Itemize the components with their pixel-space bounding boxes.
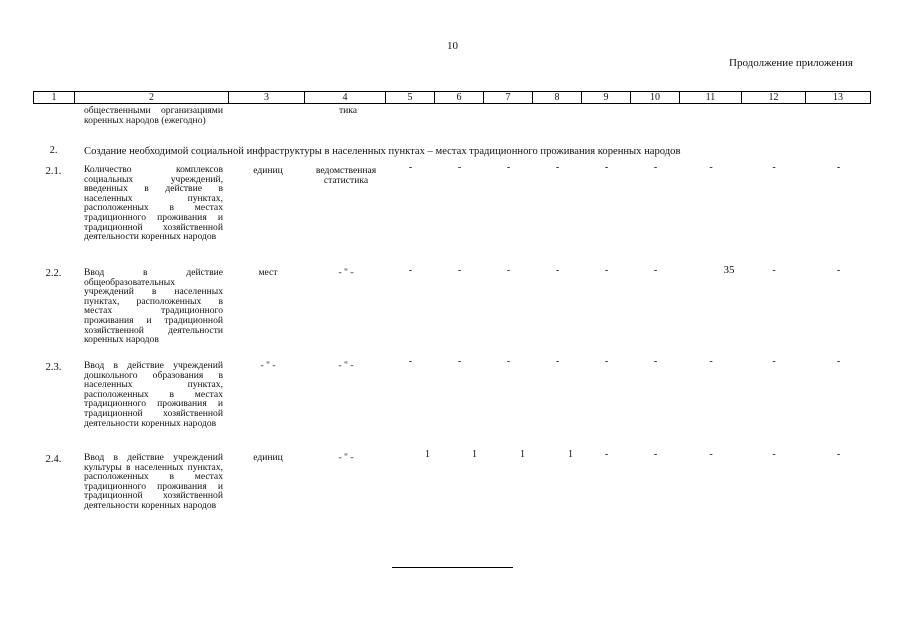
row-value-col6: - xyxy=(457,265,462,276)
column-number-header xyxy=(33,91,871,104)
row-value-col10: - xyxy=(653,356,658,367)
row-value-col13: - xyxy=(836,162,841,173)
row-value-col11: - xyxy=(709,356,713,367)
row-number: 2.4. xyxy=(45,454,62,465)
row-value-col6: - xyxy=(457,162,462,173)
row-value-col7: - xyxy=(506,265,511,276)
row-unit: мест xyxy=(258,267,278,278)
row-indicator-name: Количество комплексов социальных учреждений, введенных в действие в населенных пунктах, расположенных в местах традиционного проживания и традиционной хозяйственной деятельности коренных народов xyxy=(84,164,223,243)
column-header-9: 9 xyxy=(582,92,631,104)
row-value-col5: - xyxy=(408,356,413,367)
section-title: Создание необходимой социальной инфраструктуры в населенных пунктах – местах традиционного проживания коренных народов xyxy=(84,146,681,157)
row-value-col7: - xyxy=(506,162,511,173)
row-value-col13: - xyxy=(836,265,841,276)
row-value-col10: - xyxy=(653,162,658,173)
carryover-name-text: общественными организациями коренных народов (ежегодно) xyxy=(84,105,223,126)
row-indicator-name: Ввод в действие учреждений дошкольного образования в населенных пунктах, расположенных в местах традиционного проживания и традиционной хозяйственной деятельности коренных народов xyxy=(84,360,223,429)
page-number: 10 xyxy=(447,40,458,52)
row-unit: - " - xyxy=(260,360,276,371)
row-value-col11: - xyxy=(709,449,713,460)
column-header-1: 1 xyxy=(34,92,75,104)
carryover-source-text: тика xyxy=(338,105,358,116)
row-unit: единиц xyxy=(253,165,283,176)
row-value-col12: - xyxy=(772,265,776,276)
column-header-10: 10 xyxy=(631,92,680,104)
row-value-col5: 1 xyxy=(425,449,430,460)
row-source: - " - xyxy=(338,452,354,463)
row-value-col8: - xyxy=(555,356,560,367)
row-value-col6: - xyxy=(457,356,462,367)
column-header-2: 2 xyxy=(75,92,229,104)
row-source: - " - xyxy=(338,360,354,371)
row-number: 2.3. xyxy=(45,362,62,373)
row-value-col9: - xyxy=(604,356,609,367)
row-value-col12: - xyxy=(772,356,776,367)
row-value-col13: - xyxy=(836,356,841,367)
column-header-11: 11 xyxy=(680,92,742,104)
row-value-col8: - xyxy=(555,162,560,173)
row-value-col9: - xyxy=(604,265,609,276)
row-value-col10: - xyxy=(653,449,658,460)
row-indicator-name: Ввод в действие общеобразовательных учреждений в населенных пунктах, расположенных в местах традиционного проживания и традиционной хозяйственной деятельности коренных народов xyxy=(84,267,223,346)
row-number: 2.1. xyxy=(45,166,62,177)
section-number: 2. xyxy=(49,145,58,156)
footnote-separator xyxy=(392,567,513,568)
row-source: - " - xyxy=(338,267,354,278)
column-header-6: 6 xyxy=(435,92,484,104)
row-value-col8: 1 xyxy=(568,449,573,460)
row-value-col6: 1 xyxy=(472,449,477,460)
row-value-col13: - xyxy=(836,449,841,460)
row-indicator-name: Ввод в действие учреждений культуры в населенных пунктах, расположенных в местах традиционного проживания и традиционной хозяйственной деятельности коренных народов xyxy=(84,452,223,511)
column-header-13: 13 xyxy=(806,92,871,104)
row-value-col12: - xyxy=(772,162,776,173)
continuation-label: Продолжение приложения xyxy=(729,57,853,69)
row-value-col7: 1 xyxy=(520,449,525,460)
row-value-col8: - xyxy=(555,265,560,276)
row-value-col9: - xyxy=(604,449,609,460)
row-value-col5: - xyxy=(408,265,413,276)
row-value-col11: 35 xyxy=(723,264,735,276)
row-value-col9: - xyxy=(604,162,609,173)
row-value-col12: - xyxy=(772,449,776,460)
row-value-col11: - xyxy=(709,162,713,173)
row-number: 2.2. xyxy=(45,268,62,279)
column-header-8: 8 xyxy=(533,92,582,104)
row-value-col5: - xyxy=(408,162,413,173)
column-header-4: 4 xyxy=(305,92,386,104)
row-value-col7: - xyxy=(506,356,511,367)
row-value-col10: - xyxy=(653,265,658,276)
column-header-5: 5 xyxy=(386,92,435,104)
column-header-7: 7 xyxy=(484,92,533,104)
row-source: ведомственная статистика xyxy=(315,165,377,186)
column-header-3: 3 xyxy=(229,92,305,104)
row-unit: единиц xyxy=(253,452,283,463)
column-header-12: 12 xyxy=(742,92,806,104)
